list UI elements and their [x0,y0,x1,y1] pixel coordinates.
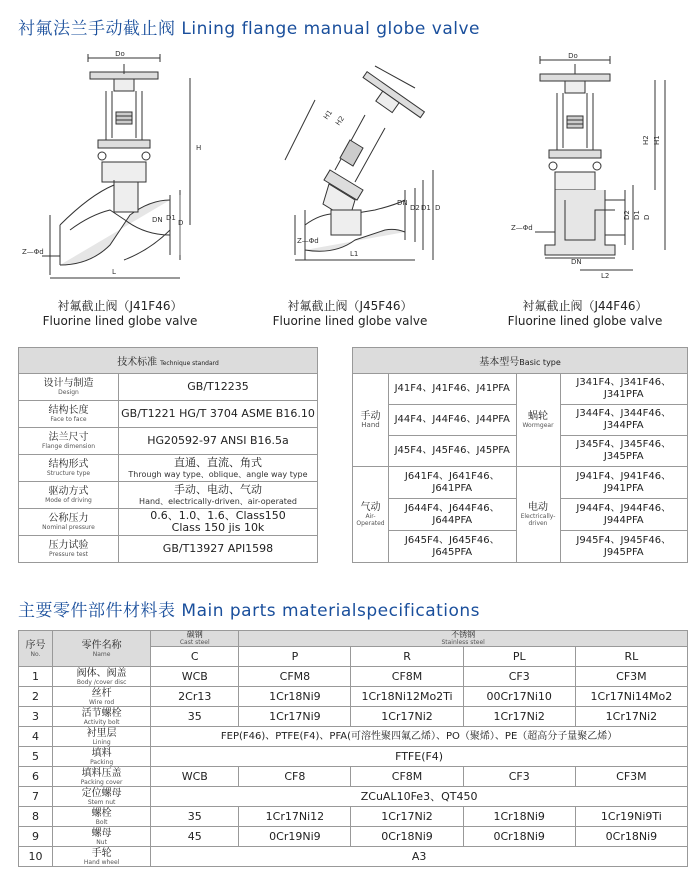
tech-label-zh: 结构长度 [48,405,89,416]
dim-d: D [435,204,441,212]
caption-zh: 衬氟截止阀（J45F46） [287,299,413,313]
caption-j45f46 [250,299,450,329]
table-row [19,807,688,827]
cell: WCB [151,767,239,787]
cell: 0Cr19Ni9 [239,827,351,847]
tech-value-2: Class 150 jis 10k [171,521,265,534]
cell-span: FTFE(F4) [151,747,688,767]
col-stainless [239,631,688,647]
cell: CF8M [351,767,463,787]
table-row [19,767,688,787]
caption-en: Fluorine lined globe valve [507,314,663,328]
cell: CFM8 [239,667,351,687]
group-zh: 电动 [528,502,548,513]
part-name-en: Stem nut [87,798,116,806]
cell: CF3M [575,767,687,787]
col-cast-en: Cast steel [179,639,210,646]
cell: 1Cr17Ni12 [239,807,351,827]
tech-value-en: Hand、electrically-driven、air-operated [139,496,297,506]
row-no: 3 [19,707,53,727]
cell: CF3M [575,667,687,687]
section-title [18,596,480,621]
tech-label-zh: 驱动方式 [48,486,89,497]
table-row [19,727,688,747]
part-name-en: Packing [90,758,114,766]
cell: 35 [151,707,239,727]
tech-label-en: Face to face [50,416,87,423]
model-item: J345F4、J345F46、J345PFA [560,436,688,467]
row-no: 10 [19,847,53,867]
part-name-zh: 填料压盖 [81,767,122,779]
tech-row [19,401,318,428]
caption-en: Fluorine lined globe valve [272,314,428,328]
table-row [19,747,688,767]
tech-value: GB/T13927 API1598 [162,542,274,555]
tech-label-en: Design [58,389,79,396]
cell: CF8M [351,667,463,687]
dim-do: Do [568,52,578,60]
tech-value: 手动、电动、气动 [174,482,262,496]
col-no-zh: 序号 [25,639,46,651]
model-item: J941F4、J941F46、J941PFA [560,467,688,499]
tech-label-zh: 法兰尺寸 [48,432,89,443]
figure-j41f46 [20,50,220,290]
cell: 1Cr17Ni14Mo2 [575,687,687,707]
part-name-en: Activity bolt [83,718,120,726]
col-p: P [239,647,351,667]
group-en: Air-Operated [356,513,385,527]
col-name-en: Name [92,650,111,658]
dim-dn: DN [152,216,163,224]
parts-table [18,630,688,867]
basic-header [353,348,688,374]
tech-value-en: Through way type、oblique、angle way type [128,469,308,479]
dim-do: Do [115,50,125,58]
dim-d: D [643,214,651,220]
cell: CF8 [239,767,351,787]
part-name-zh: 丝杆 [91,687,112,699]
col-no [19,631,53,667]
col-stain-zh: 不锈钢 [451,630,476,639]
col-r: R [351,647,463,667]
col-pl: PL [463,647,575,667]
dim-d1: D1 [633,210,641,220]
model-item: J341F4、J341F46、J341PFA [560,374,688,405]
dim-dn: DN [397,199,408,207]
group-en: Electrically-driven [520,513,556,527]
cell: 0Cr18Ni9 [351,827,463,847]
cell: CF3 [463,767,575,787]
basic-header-en: Basic type [519,358,561,367]
group-electric [516,467,560,563]
tech-label-en: Structure type [46,470,91,477]
tech-row [19,482,318,509]
part-name-zh: 阀体、阀盖 [76,667,127,679]
tech-row [19,455,318,482]
tech-value: GB/T12235 [187,380,249,393]
cell: 2Cr13 [151,687,239,707]
dim-l: L [112,268,116,276]
tech-label-en: Pressure test [48,551,89,558]
caption-en: Fluorine lined globe valve [42,314,198,328]
part-name-zh: 定位螺母 [81,787,122,799]
group-wormgear [516,374,560,467]
dim-l2: L2 [601,272,610,280]
group-air [353,467,389,563]
dim-dn: DN [571,258,582,266]
dim-h2: H2 [334,114,347,128]
part-name-en: Packing cover [80,778,123,786]
row-no: 9 [19,827,53,847]
tech-row [19,536,318,563]
title2-zh: 主要零件部件材料表 [18,601,176,621]
tech-value: 0.6、1.0、1.6、Class150 [150,509,286,522]
tech-label-zh: 压力试验 [48,540,89,551]
dim-h1: H1 [322,108,335,122]
part-name-en: Lining [92,738,111,746]
row-no: 7 [19,787,53,807]
dim-d: D [178,219,184,227]
part-name-zh: 活节螺栓 [81,707,122,719]
tech-header [19,348,318,374]
cell: 0Cr18Ni9 [575,827,687,847]
part-name-en: Hand wheel [83,858,120,866]
model-item: J41F4、J41F46、J41PFA [389,374,517,405]
group-zh: 蜗轮 [528,411,548,422]
dim-l1: L1 [350,250,359,258]
group-zh: 手动 [360,411,381,422]
tech-header-en: Technique standard [160,360,219,367]
cell: CF3 [463,667,575,687]
model-item: J344F4、J344F46、J344PFA [560,405,688,436]
page-title [18,14,480,39]
tech-label-en: Flange dimension [41,443,96,450]
figure-j45f46 [245,60,455,290]
group-zh: 气动 [360,502,381,513]
dim-h1: H1 [653,135,661,145]
tech-standard-table [18,347,318,563]
dim-zd: Z—Φd [297,237,319,245]
model-item: J944F4、J944F46、J944PFA [560,499,688,531]
cell-span: FEP(F46)、PTFE(F4)、PFA(可溶性聚四氟乙烯）、PO（聚烯）、PE（超高分子量聚乙烯） [151,727,688,747]
table-row [19,787,688,807]
title-zh: 衬氟法兰手动截止阀 [18,19,176,39]
row-no: 4 [19,727,53,747]
row-no: 1 [19,667,53,687]
title2-en: Main parts materialspecifications [181,601,481,621]
group-hand [353,374,389,467]
part-name-zh: 螺栓 [91,807,112,819]
basic-header-zh: 基本型号 [479,357,520,368]
cell: WCB [151,667,239,687]
part-name-en: Nut [96,838,107,846]
dim-h: H [196,144,202,152]
dim-d1: D1 [421,204,431,212]
dim-d2: D2 [623,210,631,220]
model-item: J44F4、J44F46、J44PFA [389,405,517,436]
row-no: 5 [19,747,53,767]
cell: 1Cr17Ni2 [575,707,687,727]
table-row [19,707,688,727]
model-item: J641F4、J641F46、J641PFA [389,467,517,499]
row-no: 8 [19,807,53,827]
cell: 1Cr17Ni9 [239,707,351,727]
caption-zh: 衬氟截止阀（J41F46） [57,299,183,313]
col-cast-zh: 碳钢 [186,630,203,639]
cell: 1Cr17Ni2 [351,807,463,827]
figure-j44f46 [505,50,685,290]
col-no-en: No. [30,650,41,658]
row-no: 2 [19,687,53,707]
tech-row [19,428,318,455]
col-name [53,631,151,667]
caption-j44f46 [480,299,690,329]
title-en: Lining flange manual globe valve [181,19,480,39]
model-item: J945F4、J945F46、J945PFA [560,531,688,563]
basic-type-table [352,347,688,563]
table-row [19,687,688,707]
tech-value: GB/T1221 HG/T 3704 ASME B16.10 [121,407,315,420]
col-cast [151,631,239,647]
dim-d2: D2 [410,204,420,212]
cell: 35 [151,807,239,827]
tech-row [19,509,318,536]
cell: 1Cr17Ni2 [463,707,575,727]
cell: 1Cr18Ni9 [239,687,351,707]
cell: 0Cr18Ni9 [463,827,575,847]
model-item: J644F4、J644F46、J644PFA [389,499,517,531]
dim-zd: Z—Φd [511,224,533,232]
part-name-en: Bolt [95,818,108,826]
dim-zd: Z—Φd [22,248,44,256]
tech-row [19,374,318,401]
cell: 00Cr17Ni10 [463,687,575,707]
cell: 1Cr18Ni9 [463,807,575,827]
col-rl: RL [575,647,687,667]
group-en: Hand [361,421,380,429]
table-row [19,827,688,847]
part-name-en: Body /cover disc [76,678,127,686]
row-no: 6 [19,767,53,787]
part-name-en: Wire rod [89,698,115,706]
cell-span: ZCuAL10Fe3、QT450 [151,787,688,807]
cell: 45 [151,827,239,847]
model-item: J645F4、J645F46、J645PFA [389,531,517,563]
cell: 1Cr19Ni9Ti [575,807,687,827]
cell: 1Cr18Ni12Mo2Ti [351,687,463,707]
tech-value: HG20592-97 ANSI B16.5a [147,434,289,447]
part-name-zh: 手轮 [91,847,112,859]
table-row [19,847,688,867]
table-row [19,667,688,687]
caption-zh: 衬氟截止阀（J44F46） [522,299,648,313]
col-c: C [151,647,239,667]
tech-label-en: Mode of driving [45,497,92,504]
model-item: J45F4、J45F46、J45PFA [389,436,517,467]
dim-h2: H2 [642,135,650,145]
group-en: Wormgear [522,422,554,429]
part-name-zh: 衬里层 [86,727,117,739]
cell-span: A3 [151,847,688,867]
tech-label-zh: 设计与制造 [43,378,94,389]
cell: 1Cr17Ni2 [351,707,463,727]
caption-j41f46 [20,299,220,329]
dim-d1: D1 [166,214,176,222]
tech-label-zh: 结构形式 [48,459,89,470]
col-stain-en: Stainless steel [441,639,485,646]
tech-header-zh: 技术标准 [117,357,158,368]
tech-label-zh: 公称压力 [48,513,89,524]
tech-label-en: Nominal pressure [42,524,95,531]
col-name-zh: 零件名称 [81,639,122,651]
part-name-zh: 螺母 [91,827,112,839]
part-name-zh: 填料 [91,747,112,759]
tech-value: 直通、直流、角式 [174,455,262,469]
